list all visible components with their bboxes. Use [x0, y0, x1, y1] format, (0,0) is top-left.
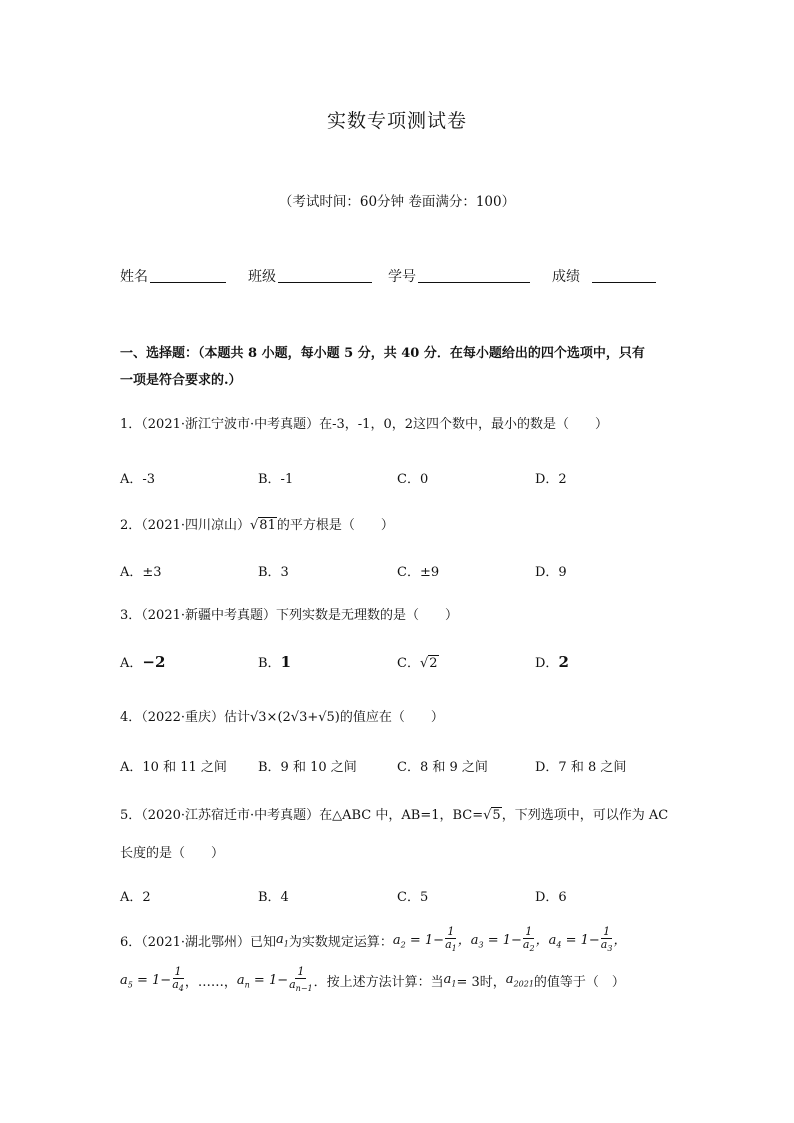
question-3-stem: 3．（2021·新疆中考真题）下列实数是无理数的是（ ）: [120, 608, 458, 623]
score-blank[interactable]: [592, 266, 656, 283]
q3-option-b[interactable]: [258, 652, 291, 671]
q6-stem-prefix: 6．（2021·湖北鄂州）已知: [120, 935, 276, 951]
exam-info: （考试时间：60分钟 卷面满分：100）: [278, 194, 516, 210]
q6-a1: $a_1$: [276, 932, 289, 949]
q2-option-d[interactable]: D．9: [535, 565, 567, 580]
q2-option-b[interactable]: B．3: [258, 565, 289, 580]
q4-option-d[interactable]: D．7 和 8 之间: [535, 760, 627, 775]
q3-option-d[interactable]: [535, 652, 569, 671]
q4-stem-prefix: 4．（2022·重庆）估计: [120, 710, 250, 725]
q6-formula-a4: $a_4 = 1-$ $\frac{1}{a_3}$ ，: [548, 925, 627, 954]
page-title: 实数专项测试卷: [326, 110, 467, 132]
question-6-stem: [120, 926, 626, 955]
question-5-stem: [120, 804, 668, 823]
q6-stem-tail: ．按上述方法计算：当: [313, 975, 444, 991]
id-blank[interactable]: [418, 266, 530, 283]
q6-ellipsis: ，……，: [184, 975, 237, 991]
q3-value-c: 2: [429, 656, 438, 671]
section-heading: [120, 340, 680, 394]
q2-option-c[interactable]: C．±9: [397, 565, 440, 580]
section-line-2: 一项是符合要求的.）: [120, 373, 242, 388]
q6-a1-cond: $a_1$: [443, 972, 457, 989]
question-5-stem-line2: 长度的是（ ）: [120, 846, 225, 861]
q6-stem-middle: 为实数规定运算：: [288, 935, 393, 951]
question-6-stem-line2: [120, 966, 625, 995]
class-label: 班级: [248, 269, 276, 285]
q4-option-c[interactable]: C．8 和 9 之间: [397, 760, 488, 775]
q5-option-a[interactable]: A．2: [120, 890, 151, 905]
q2-stem-prefix: 2．（2021·四川凉山）: [120, 518, 250, 533]
q6-formula-an: $a_n = 1-$ $\frac{1}{a_{n-1}}$: [236, 965, 313, 994]
q3-value-a: −2: [142, 653, 166, 671]
q1-option-c[interactable]: C．0: [397, 472, 429, 487]
q3-sqrt: √2: [419, 656, 438, 671]
q2-radicand: 81: [259, 518, 276, 533]
q2-option-a[interactable]: A．±3: [120, 565, 162, 580]
student-info-row: [120, 266, 680, 286]
name-blank[interactable]: [150, 266, 226, 283]
q5-option-c[interactable]: C．5: [397, 890, 429, 905]
q4-option-a[interactable]: A．10 和 11 之间: [120, 760, 227, 775]
question-2-stem: [120, 514, 394, 533]
q3-label-a: A．: [120, 656, 143, 671]
q1-option-b[interactable]: B．-1: [258, 472, 294, 487]
q1-option-d[interactable]: D．2: [535, 472, 567, 487]
name-label: 姓名: [120, 269, 148, 285]
q3-option-a[interactable]: [120, 652, 165, 671]
q5-option-d[interactable]: D．6: [535, 890, 567, 905]
q1-option-a[interactable]: A．-3: [120, 472, 156, 487]
section-line-1: 一、选择题：（本题共 8 小题，每小题 5 分，共 40 分．在每小题给出的四个选项中，只有: [120, 346, 645, 361]
question-4-stem: [120, 706, 444, 725]
q2-stem-suffix: 的平方根是（ ）: [276, 518, 394, 533]
q6-formula-a2: $a_2 = 1-$ $\frac{1}{a_1}$ ，: [392, 925, 471, 954]
q3-label-d: D．: [535, 656, 559, 671]
q2-sqrt: √81: [250, 518, 276, 533]
q5-radicand: 5: [492, 808, 501, 823]
q3-label-b: B．: [258, 656, 281, 671]
question-1-stem: 1．（2021·浙江宁波市·中考真题）在-3，-1，0，2这四个数中，最小的数是（ ）: [120, 417, 608, 432]
q3-label-c: C．: [397, 656, 420, 671]
id-label: 学号: [388, 269, 416, 285]
q6-formula-a3: $a_3 = 1-$ $\frac{1}{a_2}$ ，: [470, 925, 549, 954]
q3-value-b: 1: [280, 653, 291, 671]
q4-option-b[interactable]: B．9 和 10 之间: [258, 760, 357, 775]
q4-expression: √3×(2√3+√5): [250, 710, 340, 725]
score-label: 成绩: [552, 269, 580, 285]
q6-a2021: $a_{2021}$: [505, 972, 534, 989]
q4-stem-suffix: 的值应在（ ）: [339, 710, 444, 725]
q6-stem-end: 的值等于（ ）: [533, 975, 625, 991]
q5-stem-suffix: ，下列选项中，可以作为 AC: [501, 808, 669, 823]
q6-formula-a5: $a_5 = 1-$ $\frac{1}{a_4}$: [120, 965, 184, 994]
q6-condition: = 3时，: [456, 975, 506, 991]
q5-option-b[interactable]: B．4: [258, 890, 289, 905]
class-blank[interactable]: [278, 266, 372, 283]
q5-stem-prefix: 5．（2020·江苏宿迁市·中考真题）在△ABC 中，AB=1，BC=: [120, 808, 484, 823]
q3-option-c[interactable]: [397, 652, 439, 671]
q5-sqrt: √5: [483, 808, 501, 823]
q3-value-d: 2: [558, 653, 569, 671]
